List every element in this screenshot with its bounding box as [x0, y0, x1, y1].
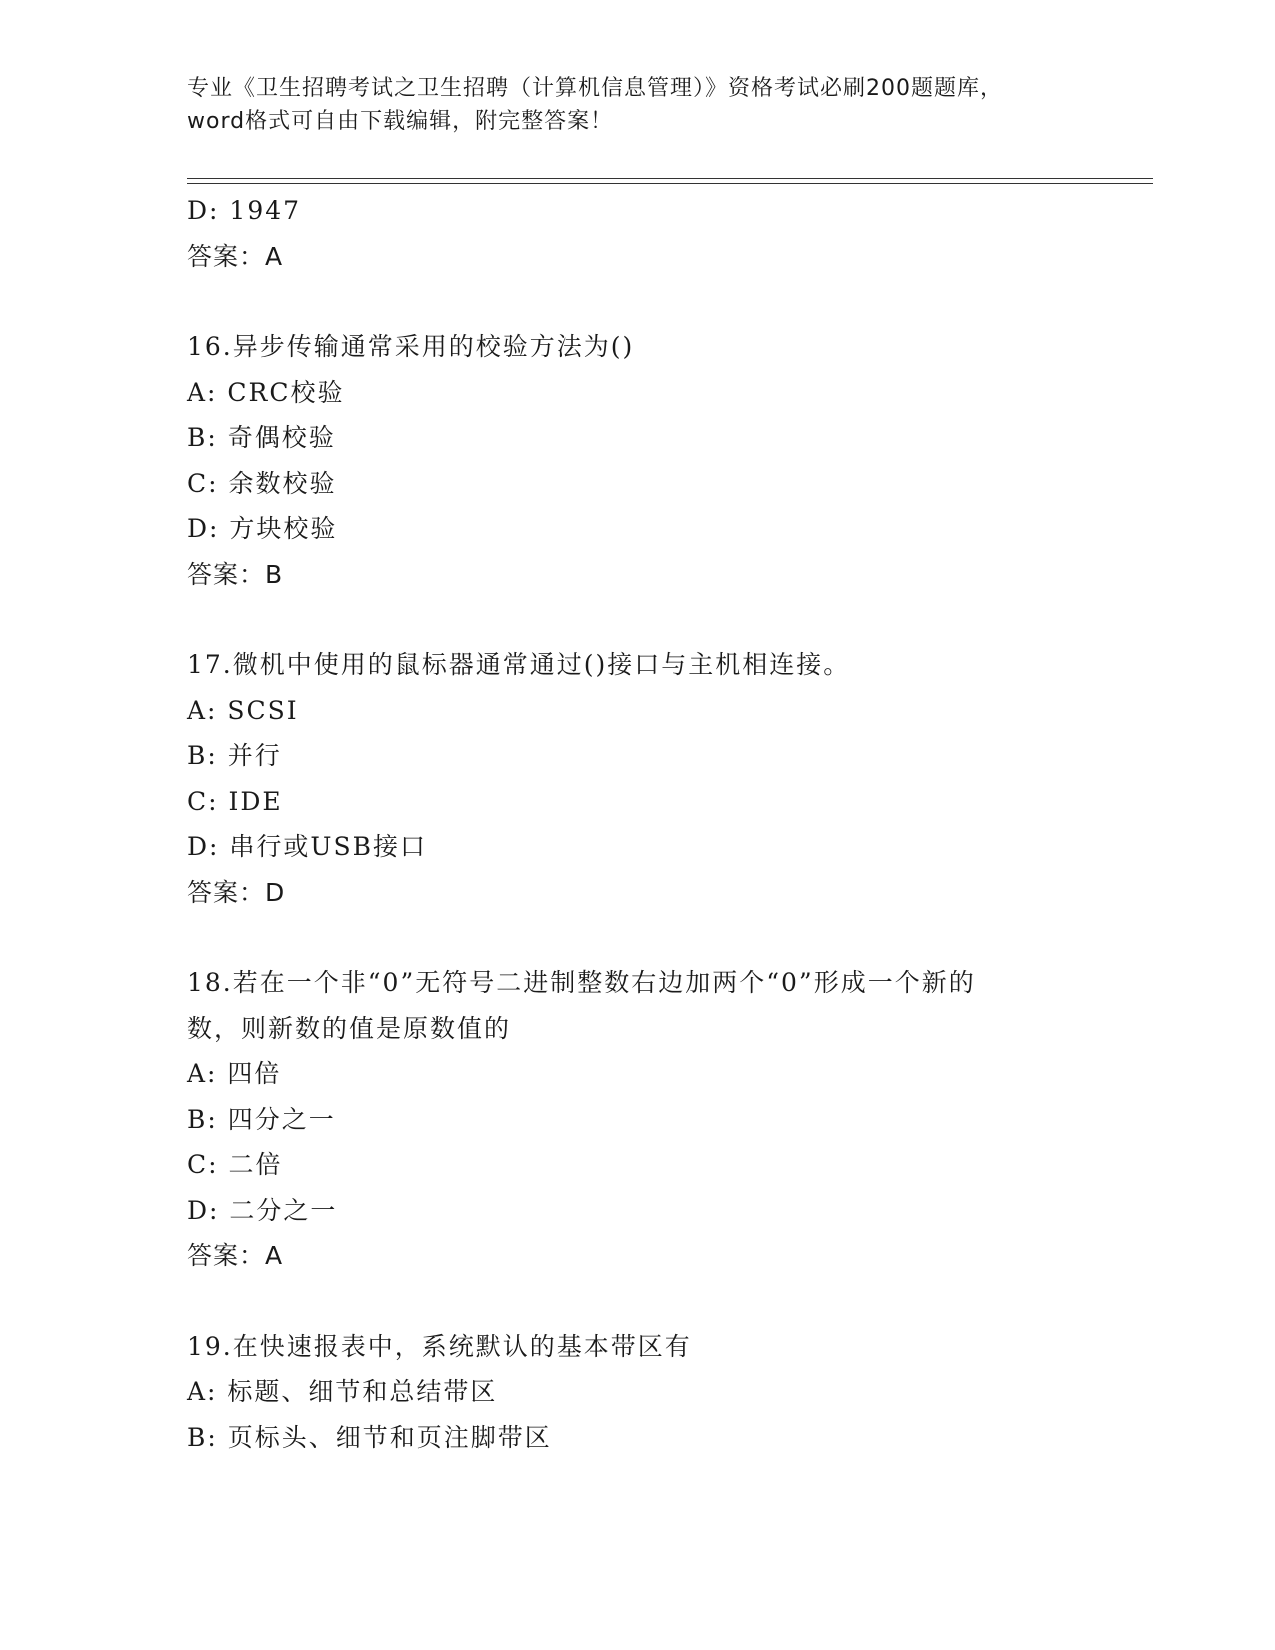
question-stem: 16.异步传输通常采用的校验方法为()	[187, 332, 635, 361]
option-b: B: 四分之一	[187, 1104, 336, 1134]
option-b: B: 并行	[187, 741, 282, 770]
question-18	[187, 960, 1087, 1279]
question-stem-line-2: 数，则新数的值是原数值的	[187, 1013, 512, 1043]
answer: 答案：D	[187, 877, 286, 907]
option-b: B: 奇偶校验	[187, 423, 336, 452]
spacer	[187, 915, 1087, 960]
header-rule-bottom	[187, 183, 1153, 184]
question-stem: 17.微机中使用的鼠标器通常通过()接口与主机相连接。	[187, 650, 851, 679]
option-a: A: SCSI	[187, 695, 299, 725]
answer: 答案：A	[187, 1241, 284, 1270]
option-d: D: 方块校验	[187, 514, 338, 543]
document-body	[187, 188, 1087, 1460]
option-a: A: 四倍	[187, 1059, 282, 1088]
option-d: D: 1947	[187, 196, 302, 225]
option-c: C: 余数校验	[187, 468, 337, 498]
answer: 答案：A	[187, 241, 284, 271]
header-line-1: 专业《卫生招聘考试之卫生招聘（计算机信息管理）》资格考试必刷200题题库，	[187, 76, 1003, 101]
answer: 答案：B	[187, 559, 284, 589]
question-19	[187, 1324, 1087, 1461]
header-rule-top	[187, 178, 1153, 179]
option-d: D: 二分之一	[187, 1195, 338, 1225]
option-b: B: 页标头、细节和页注脚带区	[187, 1422, 552, 1452]
option-a: A: CRC校验	[187, 377, 345, 407]
question-stem: 19.在快速报表中，系统默认的基本带区有	[187, 1331, 692, 1361]
spacer	[187, 279, 1087, 324]
spacer	[187, 597, 1087, 642]
question-16	[187, 324, 1087, 597]
page-header	[187, 72, 1087, 138]
question-stem-line-1: 18.若在一个非“0”无符号二进制整数右边加两个“0”形成一个新的	[187, 968, 976, 997]
header-line-2: word格式可自由下载编辑，附完整答案！	[187, 109, 614, 134]
option-a: A: 标题、细节和总结带区	[187, 1377, 498, 1406]
option-d: D: 串行或USB接口	[187, 832, 427, 861]
spacer	[187, 1279, 1087, 1324]
question-17	[187, 642, 1087, 915]
option-c: C: IDE	[187, 786, 283, 816]
option-c: C: 二倍	[187, 1150, 283, 1179]
